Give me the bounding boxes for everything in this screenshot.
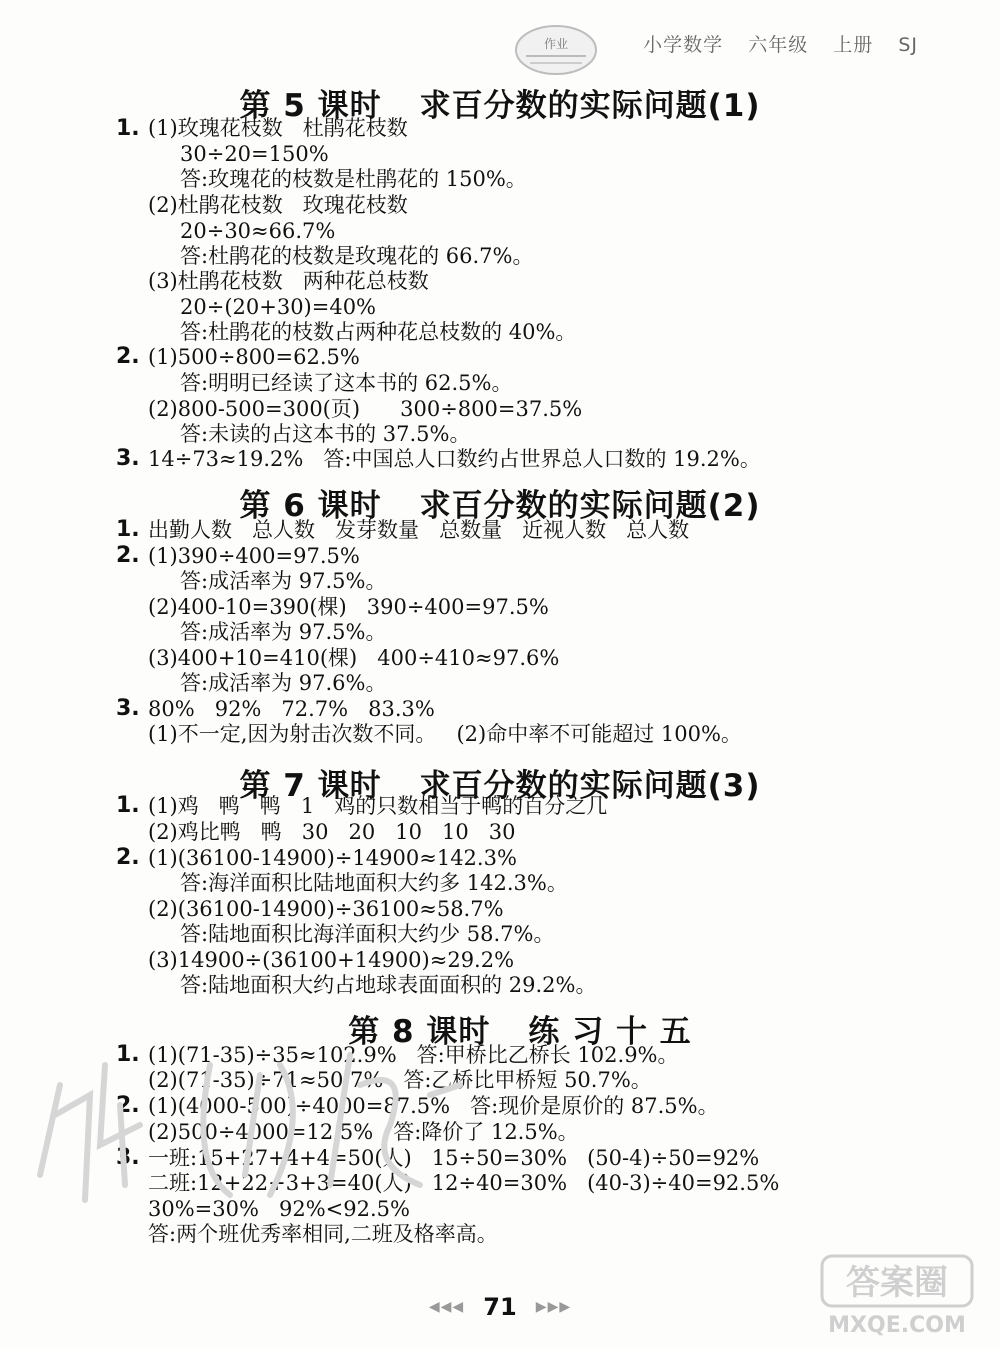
answer-line: 答:成活率为 97.5%。 [180,620,387,644]
svg-text:答案圈: 答案圈 [846,1263,948,1303]
answer-line: (3)400+10=410(棵) 400÷410≈97.6% [148,646,560,670]
question-number: 1. [116,1042,140,1067]
question-number: 2. [116,344,140,369]
answer-line: (3)杜鹃花枝数 两种花总枝数 [148,269,429,293]
answer-line: 20÷(20+30)=40% [180,295,377,319]
watermark [30,1025,480,1215]
next-arrows-icon: ▶▶▶ [535,1299,572,1315]
header-volume: 上册 [833,34,874,56]
answer-line: 出勤人数 总人数 发芽数量 总数量 近视人数 总人数 [148,518,690,542]
answer-line: 14÷73≈19.2% 答:中国总人口数约占世界总人口数的 19.2%。 [148,447,761,471]
question-number: 1. [116,116,140,141]
homework-stamp [512,22,600,78]
answer-line: 30÷20=150% [180,142,329,166]
answer-line: 30%=30% 92%<92.5% [148,1197,410,1221]
answer-line: (2)400-10=390(棵) 390÷400=97.5% [148,595,549,619]
lesson-5-title: 第 5 课时 求百分数的实际问题(1) [239,88,761,124]
answer-line: (2)杜鹃花枝数 玫瑰花枝数 [148,193,408,217]
answer-line: (1)鸡 鸭 鸭 1 鸡的只数相当于鸭的百分之几 [148,794,608,818]
question-number: 3. [116,446,140,471]
answer-line: (1)不一定,因为射击次数不同。 (2)命中率不可能超过 100%。 [148,722,742,746]
header-edition: SJ [898,34,918,56]
answer-line: (2)800-500=300(页) 300÷800=37.5% [148,397,583,421]
stamp-text: 作业 [543,37,569,51]
answer-line: 二班:12+22+3+3=40(人) 12÷40=30% (40-3)÷40=92.5% [148,1171,780,1195]
header-grade: 六年级 [748,34,809,56]
question-number: 3. [116,1145,140,1170]
header-subject: 小学数学 [643,34,724,56]
answer-line: 答:成活率为 97.6%。 [180,671,387,695]
answer-line: (1)500÷800=62.5% [148,345,360,369]
site-logo [792,1250,992,1340]
answer-line: (1)(71-35)÷35≈102.9% 答:甲桥比乙桥长 102.9%。 [148,1043,679,1067]
svg-text:MXQE.COM: MXQE.COM [828,1313,966,1338]
answer-line: 答:成活率为 97.5%。 [180,569,387,593]
answer-line: 答:陆地面积比海洋面积大约少 58.7%。 [180,922,555,946]
answer-line: 答:未读的占这本书的 37.5%。 [180,422,471,446]
answer-line: 答:杜鹃花的枝数是玫瑰花的 66.7%。 [180,244,534,268]
answer-line: 答:陆地面积大约占地球表面面积的 29.2%。 [180,973,597,997]
answer-line: (3)14900÷(36100+14900)≈29.2% [148,948,515,972]
answer-line: 20÷30≈66.7% [180,219,336,243]
question-number: 1. [116,517,140,542]
answer-line: (1)玫瑰花枝数 杜鹃花枝数 [148,116,408,140]
question-number: 2. [116,1093,140,1118]
prev-arrows-icon: ◀◀◀ [428,1299,465,1315]
lesson-8-title: 第 8 课时 练 习 十 五 [348,1014,692,1050]
answer-line: (1)390÷400=97.5% [148,544,360,568]
answer-line: (2)(36100-14900)÷36100≈58.7% [148,897,504,921]
question-number: 2. [116,845,140,870]
lesson-7-title: 第 7 课时 求百分数的实际问题(3) [239,768,761,804]
answer-line: 一班:15+27+4+4=50(人) 15÷50=30% (50-4)÷50=92% [148,1146,760,1170]
answer-line: 答:明明已经读了这本书的 62.5%。 [180,371,513,395]
lesson-6-title: 第 6 课时 求百分数的实际问题(2) [239,488,761,524]
answer-line: 答:两个班优秀率相同,二班及格率高。 [148,1222,498,1246]
answer-line: (2)鸡比鸭 鸭 30 20 10 10 30 [148,820,516,844]
answer-line: (2)500÷4000=12.5% 答:降价了 12.5%。 [148,1120,579,1144]
question-number: 1. [116,793,140,818]
page-header [625,30,918,57]
answer-line: 答:玫瑰花的枝数是杜鹃花的 150%。 [180,167,527,191]
answer-line: (1)(4000-500)÷4000=87.5% 答:现价是原价的 87.5%。 [148,1094,719,1118]
answer-line: (1)(36100-14900)÷14900≈142.3% [148,846,517,870]
answer-line: 80% 92% 72.7% 83.3% [148,697,435,721]
answer-line: 答:海洋面积比陆地面积大约多 142.3%。 [180,871,568,895]
page-number: 71 [483,1293,517,1321]
answer-line: 答:杜鹃花的枝数占两种花总枝数的 40%。 [180,320,577,344]
answer-line: (2)(71-35)÷71≈50.7% 答:乙桥比甲桥短 50.7%。 [148,1068,652,1092]
question-number: 3. [116,696,140,721]
question-number: 2. [116,543,140,568]
